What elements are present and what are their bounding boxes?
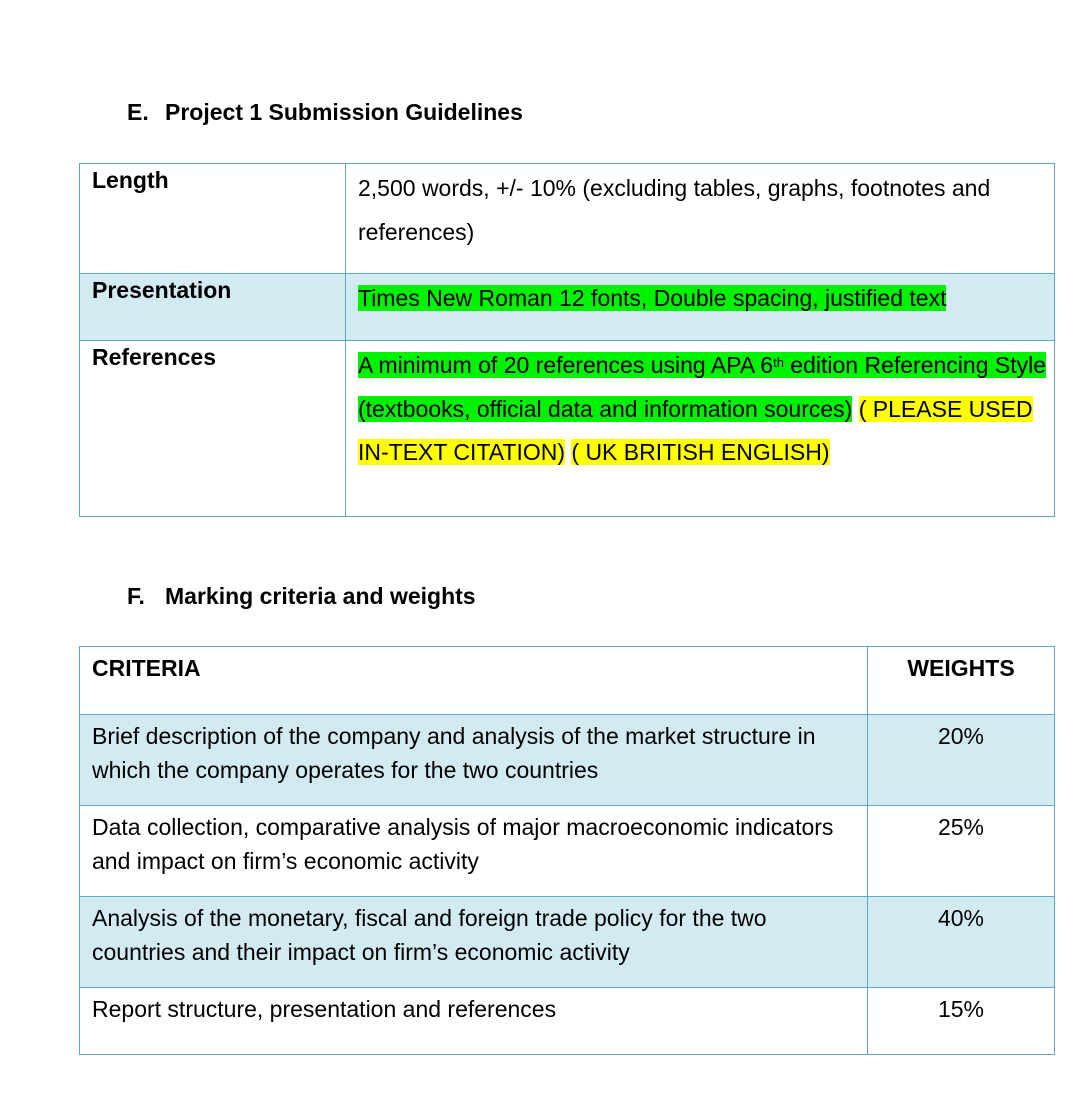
- length-value: 2,500 words, +/- 10% (excluding tables, graphs, footnotes and references): [346, 164, 1055, 274]
- criteria-cell: Analysis of the monetary, fiscal and foreign trade policy for the two countries and their impact on firm’s economic activity: [80, 897, 868, 988]
- references-text-before-sup: A minimum of 20 references using APA 6: [358, 352, 774, 378]
- length-label: Length: [80, 164, 346, 274]
- references-text-after-sup: edition Referencing Style (textbooks, official data and information sources): [358, 352, 1047, 422]
- weight-cell: 20%: [868, 715, 1055, 806]
- presentation-value: [346, 274, 1055, 341]
- table-row-references: [80, 341, 1055, 517]
- table-row: [80, 988, 1055, 1055]
- weight-cell: 40%: [868, 897, 1055, 988]
- references-label: References: [80, 341, 346, 517]
- table-row: [80, 806, 1055, 897]
- submission-guidelines-table: [79, 163, 1055, 517]
- table-row-presentation: [80, 274, 1055, 341]
- criteria-cell: Report structure, presentation and references: [80, 988, 868, 1055]
- table-row: [80, 897, 1055, 988]
- table-header-row: [80, 647, 1055, 715]
- presentation-value-highlight: Times New Roman 12 fonts, Double spacing, justified text: [358, 285, 947, 311]
- references-language-note: ( UK BRITISH ENGLISH): [571, 439, 830, 465]
- marking-criteria-table: [79, 646, 1055, 1055]
- section-f-title: Marking criteria and weights: [165, 583, 476, 609]
- weights-header: WEIGHTS: [868, 647, 1055, 715]
- criteria-header: CRITERIA: [80, 647, 868, 715]
- section-e-title: Project 1 Submission Guidelines: [165, 99, 523, 125]
- section-f-heading: [127, 583, 476, 610]
- references-superscript: th: [773, 355, 784, 370]
- table-row-length: [80, 164, 1055, 274]
- criteria-cell: Data collection, comparative analysis of major macroeconomic indicators and impact on firm’s economic activity: [80, 806, 868, 897]
- references-value: [346, 341, 1055, 517]
- criteria-cell: Brief description of the company and analysis of the market structure in which the company operates for the two countries: [80, 715, 868, 806]
- weight-cell: 15%: [868, 988, 1055, 1055]
- section-e-letter: E.: [127, 99, 149, 125]
- table-row: [80, 715, 1055, 806]
- weight-cell: 25%: [868, 806, 1055, 897]
- presentation-label: Presentation: [80, 274, 346, 341]
- section-f-letter: F.: [127, 583, 145, 609]
- section-e-heading: [127, 99, 523, 126]
- references-citation-note: ( PLEASE USED IN-TEXT CITATION): [358, 395, 1033, 465]
